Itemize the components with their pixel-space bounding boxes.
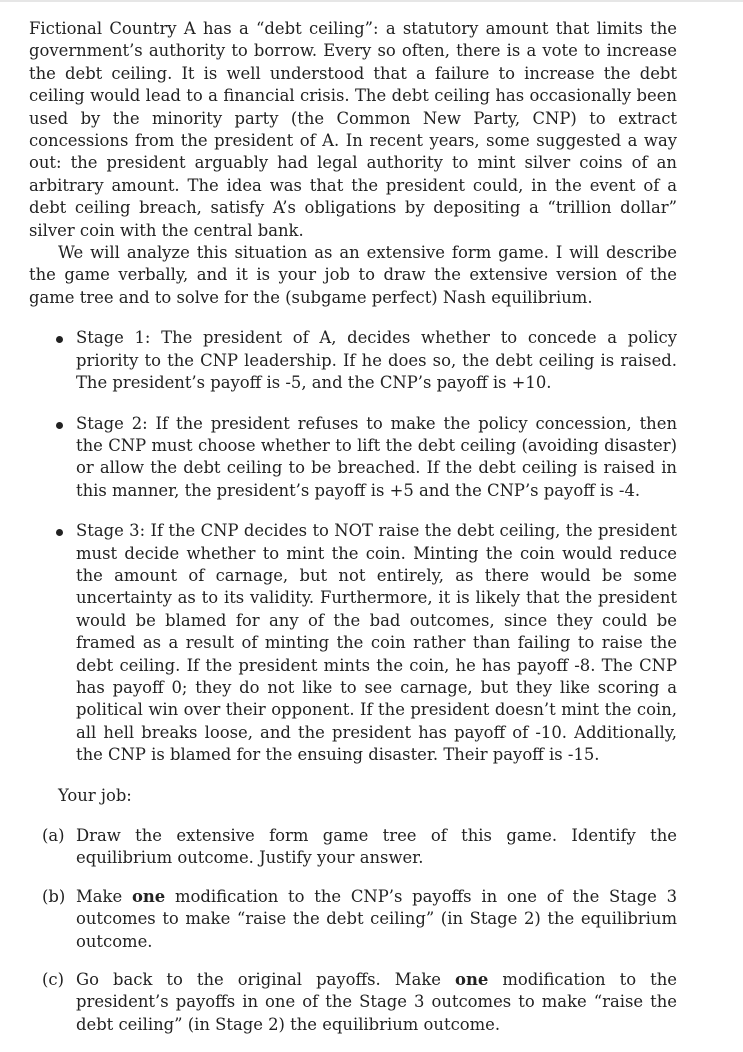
task-marker: (c) [42, 970, 64, 990]
task-item-c [29, 969, 677, 1036]
task-item-a [29, 825, 677, 870]
task-marker: (b) [42, 886, 66, 906]
bullet-icon [56, 422, 63, 429]
task-text: Go back to the original payoffs. Make one modification to the president’s payoffs in one of the Stage 3 outcomes to make “raise the debt ceiling” (in Stage 2) the equilibrium outcome. [76, 970, 677, 1034]
task-item-b [29, 886, 677, 953]
task-list [29, 825, 677, 1036]
bullet-icon [56, 336, 63, 343]
emphasis-one: one [131, 886, 166, 906]
bullet-icon [56, 529, 63, 536]
problem-document [29, 18, 677, 1052]
your-job-heading: Your job: [58, 785, 132, 805]
stage-list [29, 327, 677, 766]
game-description-paragraph: We will analyze this situation as an extensive form game. I will describe the game verbally, and it is your job to draw the extensive version of the game tree and to solve for the (subgame perfect) Nash equilibrium. [29, 243, 677, 307]
stage-text: Stage 3: If the CNP decides to NOT raise the debt ceiling, the president must decide whether to mint the coin. Minting the coin would reduce the amount of carnage, but not entirely, as there would be some uncertainty as to its validity. Furthermore, it is likely that the president would be blamed for any of the bad outcomes, since they could be framed as a result of minting the coin rather than failing to raise the debt ceiling. If the president mints the coin, he has payoff -8. The CNP has payoff 0; they do not like to see carnage, but they like scoring a political win over their opponent. If the president doesn’t mint the coin, all hell breaks loose, and the president has payoff of -10. Additionally, the CNP is blamed for the ensuing disaster. Their payoff is -15. [76, 521, 677, 765]
intro-paragraph: Fictional Country A has a “debt ceiling”: a statutory amount that limits the government’s authority to borrow. Every so often, there is a vote to increase the debt ceiling. It is well understood that a failure to increase the debt ceiling would lead to a financial crisis. The debt ceiling has occasionally been used by the minority party (the Common New Party, CNP) to extract concessions from the president of A. In recent years, some suggested a way out: the president arguably had legal authority to mint silver coins of an arbitrary amount. The idea was that the president could, in the event of a debt ceiling breach, satisfy A’s obligations by depositing a “trillion dollar” silver coin with the central bank. [29, 19, 677, 240]
task-text: Make one modification to the CNP’s payoffs in one of the Stage 3 outcomes to make “raise the debt ceiling” (in Stage 2) the equilibrium outcome. [76, 886, 678, 951]
top-border [0, 0, 743, 2]
task-marker: (a) [42, 826, 65, 845]
stage-text: Stage 1: The president of A, decides whether to concede a policy priority to the CNP leadership. If he does so, the debt ceiling is raised. The president’s payoff is -5, and the CNP’s payoff is +10. [76, 328, 677, 393]
task-text: Draw the extensive form game tree of this game. Identify the equilibrium outcome. Justify your answer. [76, 826, 677, 868]
stage-text: Stage 2: If the president refuses to make the policy concession, then the CNP must choose whether to lift the debt ceiling (avoiding disaster) or allow the debt ceiling to be breached. If the debt ceiling is raised in this manner, the president’s payoff is +5 and the CNP’s payoff is -4. [76, 413, 677, 500]
emphasis-one: one [455, 970, 489, 990]
stage-item [29, 327, 677, 394]
stage-item [29, 413, 677, 503]
stage-item [29, 520, 677, 766]
